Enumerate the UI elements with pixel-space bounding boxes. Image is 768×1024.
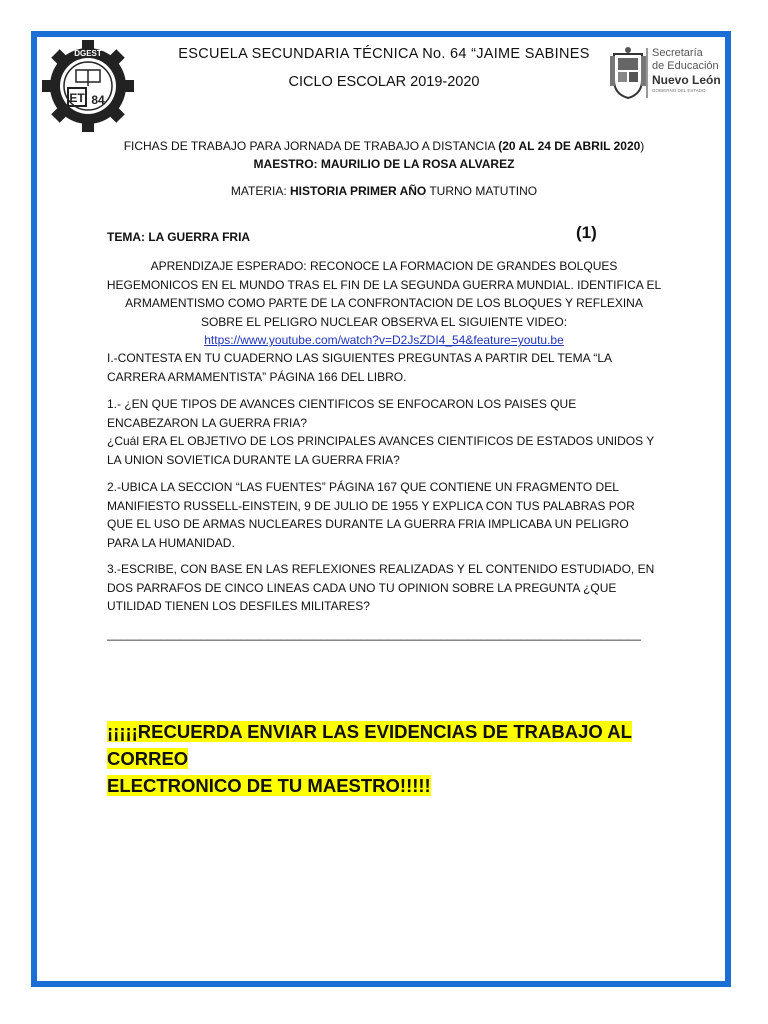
teacher-name: MAESTRO: MAURILIO DE LA ROSA ALVAREZ (253, 157, 515, 171)
logo-divider (646, 48, 648, 98)
question-2: 2.-UBICA LA SECCION “LAS FUENTES” PÁGINA 167 QUE CONTIENE UN FRAGMENTO DEL MANIFIESTO RUSSELL-EINSTEIN, 9 DE JULIO DE 1955 Y EXPLICA CON TUS PALABRAS POR QUE EL USO DE ARMAS NUCLEARES DURANTE LA GUERRA FRIA IMPLICABA UN PELIGRO PARA LA HUMANIDAD. (107, 480, 635, 550)
logo-top-text: DGEST (74, 49, 102, 58)
instructions-intro: I.-CONTESTA EN TU CUADERNO LAS SIGUIENTES PREGUNTAS A PARTIR DEL TEMA “LA CARRERA ARMAMENTISTA” PÁGINA 166 DEL LIBRO. (107, 351, 612, 384)
title-dates: (20 AL 24 DE ABRIL 2020 (498, 139, 641, 153)
secretaria-line4: GOBIERNO DEL ESTADO (652, 88, 706, 93)
logo-mark-text: ET (69, 91, 85, 105)
learning-text: APRENDIZAJE ESPERADO: RECONOCE LA FORMACION DE GRANDES BOLQUES HEGEMONICOS EN EL MUNDO TRAS EL FIN DE LA SEGUNDA GUERRA MUNDIAL. IDENTIFICA EL ARMAMENTISMO COMO PARTE DE LA CONFRONTACION DE LOS BLOQUES Y REFLEXINA SOBRE EL PELIGRO NUCLEAR OBSERVA EL SIGUIENTE VIDEO: (106, 259, 662, 329)
school-name: ESCUELA SECUNDARIA TÉCNICA No. 64 “JAIME SABINES (178, 46, 590, 62)
title-close: ) (640, 139, 645, 153)
secretaria-logo (608, 46, 726, 102)
video-link[interactable]: https://www.youtube.com/watch?v=D2JsZDI4_54&feature=youtu.be (204, 333, 564, 347)
question-1: 1.- ¿EN QUE TIPOS DE AVANCES CIENTIFICOS SE ENFOCARON LOS PAISES QUE ENCABEZARON LA GUERRA FRIA? (107, 397, 577, 430)
reminder-line1: ¡¡¡¡¡RECUERDA ENVIAR LAS EVIDENCIAS DE TRABAJO AL CORREO (107, 721, 632, 769)
learning-goal (104, 257, 664, 350)
question-3: 3.-ESCRIBE, CON BASE EN LAS REFLEXIONES REALIZADAS Y EL CONTENIDO ESTUDIADO, EN DOS PARRAFOS DE CINCO LINEAS CADA UNO TU OPINION SOBRE LA PREGUNTA ¿QUE UTILIDAD TIENEN LOS DESFILES MILITARES? (107, 562, 655, 613)
school-cycle: CICLO ESCOLAR 2019-2020 (288, 74, 480, 90)
subject-shift: TURNO MATUTINO (426, 184, 538, 198)
state-seal-icon (608, 46, 648, 100)
subject-value: HISTORIA PRIMER AÑO (290, 184, 427, 198)
school-gear-logo (42, 40, 134, 132)
secretaria-line1: Secretaría (652, 47, 703, 59)
topic-number: (1) (576, 223, 597, 242)
worksheet-title (100, 139, 668, 153)
title-prefix: FICHAS DE TRABAJO PARA JORNADA DE TRABAJO A DISTANCIA (123, 139, 499, 153)
question-1b: ¿Cuál ERA EL OBJETIVO DE LOS PRINCIPALES AVANCES CIENTIFICOS DE ESTADOS UNIDOS Y LA UNION SOVIETICA DURANTE LA GUERRA FRIA? (107, 434, 655, 467)
answer-line: ________________________________________________________________________________ (107, 627, 641, 641)
reminder-note (107, 718, 667, 799)
logo-number: 84 (91, 93, 105, 107)
reminder-line2: ELECTRONICO DE TU MAESTRO!!!!! (107, 775, 431, 796)
topic-label: TEMA: LA GUERRA FRIA (107, 230, 251, 244)
secretaria-line3: Nuevo León (652, 73, 721, 87)
subject-line (100, 184, 668, 198)
secretaria-line2: de Educación (652, 60, 719, 72)
subject-label: MATERIA: (230, 184, 290, 198)
